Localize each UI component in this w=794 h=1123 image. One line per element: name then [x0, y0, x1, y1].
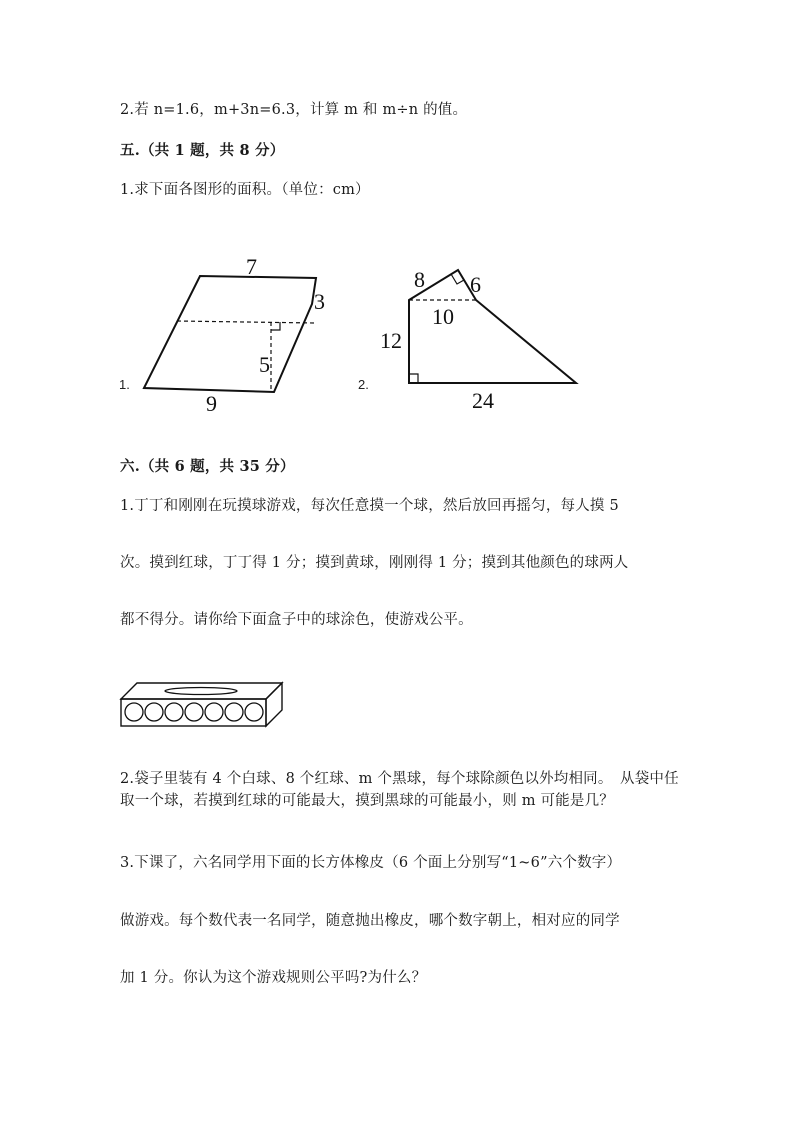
section-5-question-1: 1.求下面各图形的面积。（单位：cm）	[120, 182, 370, 198]
label-bottom: 9	[206, 391, 217, 416]
right-angle-mark	[271, 322, 280, 330]
ball-6	[225, 703, 243, 721]
bottom-right-angle-mark	[409, 374, 418, 383]
section-5-heading: 五.（共 1 题，共 8 分）	[120, 142, 285, 159]
ball-box-figure	[118, 680, 288, 730]
figure-2-composite	[350, 262, 600, 422]
label-top: 7	[246, 254, 257, 279]
label-24: 24	[472, 388, 494, 413]
box-top-face	[121, 683, 282, 699]
question-6-2: 2.袋子里装有 4 个白球、8 个红球、m 个黑球，每个球除颜色以外均相同。 从袋中任取一个球，若摸到红球的可能最大，摸到黑球的可能最小，则 m 可能是几？	[120, 771, 679, 809]
box-side-face	[266, 683, 282, 726]
question-6-1-line-2: 次。摸到红球，丁丁得 1 分；摸到黄球，刚刚得 1 分；摸到其他颜色的球两人	[120, 555, 629, 571]
question-6-3-line-2: 做游戏。每个数代表一名同学，随意抛出橡皮，哪个数字朝上，相对应的同学	[120, 913, 620, 929]
question-6-1-line-3: 都不得分。请你给下面盒子中的球涂色，使游戏公平。	[120, 612, 473, 628]
section-6-heading: 六.（共 6 题，共 35 分）	[120, 458, 295, 475]
question-6-3-line-1: 3.下课了，六名同学用下面的长方体橡皮（6 个面上分别写“1~6”六个数字）	[120, 855, 622, 871]
ball-7	[245, 703, 263, 721]
question-6-1-line-1: 1.丁丁和刚刚在玩摸球游戏，每次任意摸一个球，然后放回再摇匀，每人摸 5	[120, 498, 619, 514]
dashed-base-line	[177, 321, 315, 323]
label-side: 3	[314, 289, 325, 314]
trapezoid-outline	[144, 276, 316, 392]
label-10: 10	[432, 304, 454, 329]
label-height: 5	[259, 352, 270, 377]
box-opening	[165, 688, 237, 695]
ball-1	[125, 703, 143, 721]
figure-1-trapezoid	[110, 250, 340, 420]
question-6-3-line-3: 加 1 分。你认为这个游戏规则公平吗?为什么？	[120, 970, 427, 986]
figure-2-number: 2.	[358, 377, 369, 392]
ball-3	[165, 703, 183, 721]
question-4-2: 2.若 n=1.6，m+3n=6.3，计算 m 和 m÷n 的值。	[120, 102, 468, 118]
label-8: 8	[414, 267, 425, 292]
figure-1-number: 1.	[119, 377, 130, 392]
label-6: 6	[470, 272, 481, 297]
label-12: 12	[380, 328, 402, 353]
ball-5	[205, 703, 223, 721]
ball-2	[145, 703, 163, 721]
ball-4	[185, 703, 203, 721]
